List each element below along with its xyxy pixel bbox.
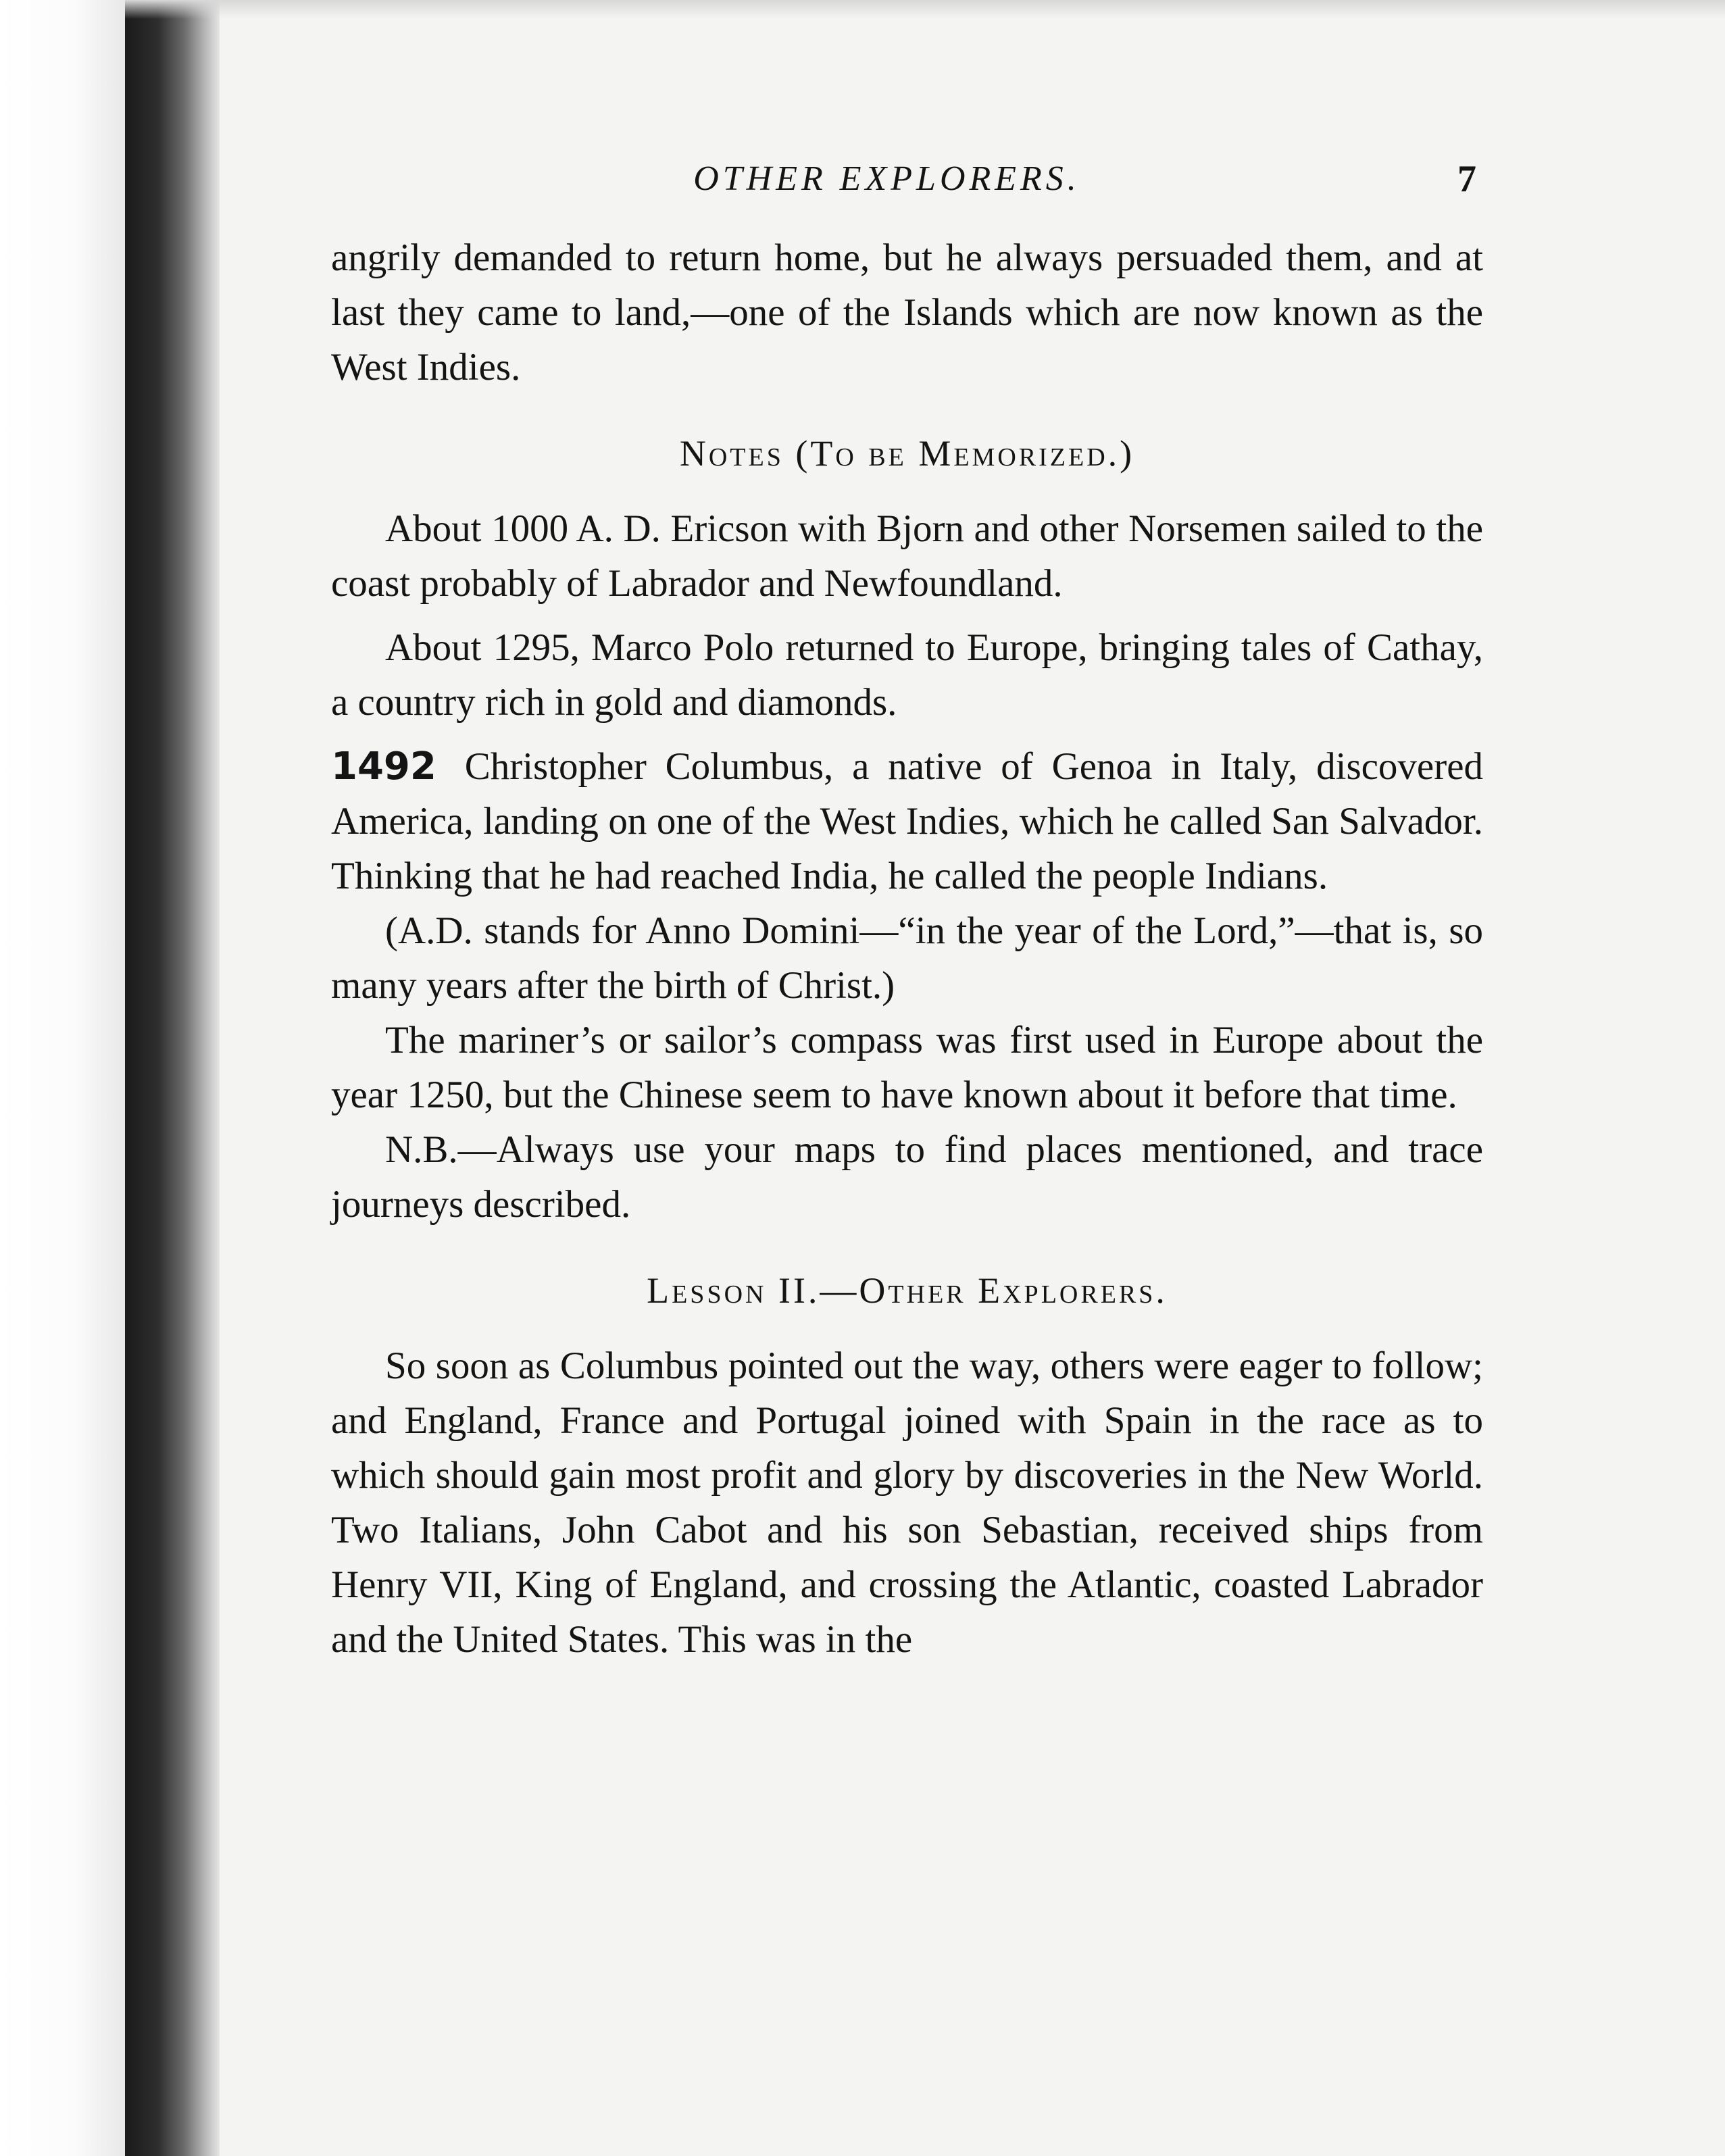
- note-ericson: About 1000 A. D. Ericson with Bjorn and other Norsemen sailed to the coast probably of Labrador and Newfoundland.: [331, 507, 1483, 605]
- columbus-text: Christopher Columbus, a native of Genoa in Italy, discovered America, landing on one of the West Indies, which he called San Salvador. Thinking that he had reached India, he called the people Indians.: [331, 745, 1484, 897]
- note-anno-domini: (A.D. stands for Anno Domini—“in the year of the Lord,”—that is, so many years after the birth of Christ.): [331, 909, 1483, 1007]
- intro-paragraph: angrily demanded to return home, but he always persuaded them, and at last they came to land,—one of the Islands which are now known as the West Indies.: [331, 236, 1483, 388]
- running-head: [331, 152, 1483, 213]
- notes-heading: Notes (To be Memorized.): [679, 433, 1135, 474]
- book-gutter-shadow: [125, 0, 220, 2156]
- left-page-edge: [0, 0, 125, 2156]
- year-1492: 1492: [331, 745, 436, 788]
- running-title: OTHER EXPLORERS.: [693, 159, 1080, 198]
- lesson-paragraph: So soon as Columbus pointed out the way, others were eager to follow; and England, France and Portugal joined with Spain in the race as to which should gain most profit and glory by discoveries in the New World. Two Italians, John Cabot and his son Sebastian, received ships from Henry VII, King of England, and crossing the Atlantic, coasted Labrador and the United States. This was in the: [331, 1345, 1483, 1661]
- page-number: 7: [1457, 158, 1476, 200]
- note-marco-polo: About 1295, Marco Polo returned to Europe, bringing tales of Cathay, a country rich in gold and diamonds.: [331, 626, 1483, 724]
- lesson-heading: Lesson II.—Other Explorers.: [647, 1270, 1168, 1311]
- top-scan-edge: [125, 0, 1725, 19]
- note-nb: N.B.—Always use your maps to find places mentioned, and trace journeys described.: [331, 1128, 1483, 1226]
- note-compass: The mariner’s or sailor’s compass was first used in Europe about the year 1250, but the Chinese seem to have known about it before that time.: [331, 1019, 1483, 1116]
- note-columbus: [331, 739, 1483, 903]
- text-block: [331, 152, 1483, 1667]
